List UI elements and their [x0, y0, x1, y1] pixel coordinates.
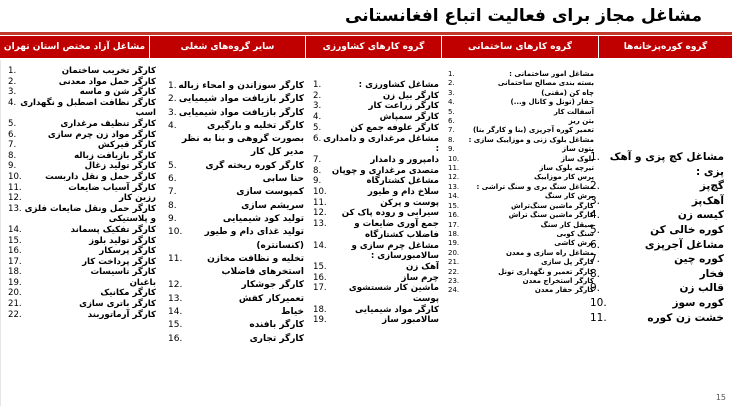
list-item-text: رزین کار: [118, 193, 156, 204]
list-item-text: کارگر تولید بلوز: [89, 235, 156, 246]
list-item-text: کارگر تنظیف مرغداری: [60, 118, 156, 129]
list-item-number: 4.: [313, 112, 322, 123]
list-item-text: کارگر باتری سازی: [79, 299, 156, 310]
list-item-text: کارگر تخریب ساختمان: [61, 66, 156, 76]
list-item-text: مشاغل مرغداری و دامداری :: [323, 133, 439, 155]
list-item: [6, 193, 156, 204]
list-item-text: کارگر حمل مواد معدنی: [58, 76, 156, 87]
list-item-text: تولید غذای دام و طیور (کنسانتره): [204, 227, 304, 251]
list-item: [311, 283, 439, 304]
list-item: [446, 136, 594, 145]
list-item-text: کارگر تخلیه و بارگیری بصورت گروهی و بنا به نظر مدیر کل کار: [181, 120, 304, 158]
list-item: [166, 186, 304, 199]
list-item: [6, 77, 156, 88]
list-item-number: 8.: [448, 135, 455, 144]
list-item: [6, 246, 156, 257]
list-item: [446, 126, 594, 135]
list-item-text: کارگر بازیافت مواد شیمیایی: [178, 94, 304, 105]
list-item-number: 15.: [448, 201, 460, 210]
list-item: [6, 299, 156, 310]
list-item-number: 10.: [448, 154, 460, 163]
list-item: [446, 286, 594, 295]
column-kilns: [588, 150, 724, 325]
list-item-text: سیرابی و روده پاک کن: [341, 208, 439, 219]
left-rule: [0, 60, 1, 406]
list-item-text: کارگر شن و ماسه: [79, 87, 156, 98]
list-item-number: 16.: [8, 246, 22, 257]
list-item-number: 17.: [448, 220, 460, 229]
list-item-number: 23.: [448, 276, 460, 285]
list-item-number: 22.: [448, 267, 460, 276]
list-item: [446, 183, 594, 192]
list-item-text: کارگر مکانیک: [100, 288, 156, 299]
list-item: [6, 236, 156, 247]
list-item-number: 2.: [590, 180, 601, 193]
list-item-number: 3.: [590, 194, 601, 207]
list-item-number: 18.: [448, 229, 460, 238]
list-item-number: 7.: [168, 187, 177, 198]
list-item-text: کارگر حمل ونقل ضایعات فلزی و پلاستیکی: [24, 203, 156, 225]
header-construction: گروه کارهای ساختمانی: [442, 36, 598, 58]
list-item-number: 12.: [168, 280, 183, 291]
list-item-number: 9.: [590, 282, 601, 295]
list-item-number: 8.: [168, 200, 177, 211]
list-item-text: کارگر زراعت کار: [368, 101, 439, 112]
list-item: [166, 213, 304, 226]
list-item-number: 7.: [8, 140, 17, 151]
list-item-text: پوست و پرکن: [380, 197, 439, 208]
list-item: [588, 194, 724, 209]
list-item-number: 10.: [8, 171, 22, 182]
list-item-text: کارگر بیل زن: [382, 90, 439, 101]
list-item-text: سنگ کوبی: [556, 229, 594, 238]
list-item-text: کوره چین: [674, 253, 724, 266]
list-item-number: 12.: [8, 193, 22, 204]
list-item-number: 19.: [8, 277, 22, 288]
list-item-number: 9.: [313, 176, 322, 187]
list-item-text: تخلیه و نظافت مخازن استخرهای فاضلاب: [207, 253, 304, 278]
list-item-text: کیسه زن: [677, 209, 724, 222]
list-item-text: کارگر تاسیسات: [90, 267, 156, 278]
list-item: [588, 223, 724, 238]
list-item-text: برش کاشی: [554, 239, 594, 248]
list-item-number: 4.: [590, 209, 601, 222]
list-item: [6, 172, 156, 183]
list-item-number: 7.: [590, 253, 601, 266]
list-item: [311, 187, 439, 198]
list-item-number: 20.: [448, 248, 460, 257]
list-item-text: پرس کار موزاییک: [533, 173, 594, 182]
list-item-number: 15.: [168, 320, 183, 331]
list-item-number: 17.: [313, 283, 327, 294]
list-item-number: 5.: [448, 107, 455, 116]
list-item-number: 5.: [168, 160, 177, 171]
list-item-number: 9.: [168, 213, 177, 224]
list-item-text: مشاغل آجرپزی: [644, 238, 724, 251]
list-item: [446, 192, 594, 201]
list-item-number: 5.: [8, 118, 17, 129]
page-title: مشاغل مجاز برای فعالیت اتباع افغانستانی: [345, 6, 702, 26]
list-item-number: 6.: [313, 133, 322, 144]
list-item: [166, 160, 304, 173]
list-item-number: 2.: [8, 76, 17, 87]
list-item-text: کارگر ماشین سنگ تراش: [508, 211, 594, 220]
list-item: [166, 319, 304, 332]
list-item-number: 13.: [313, 219, 327, 230]
list-item: [446, 202, 594, 211]
list-item: [588, 296, 724, 311]
list-item: [311, 134, 439, 155]
list-item-number: 8.: [313, 165, 322, 176]
list-item-text: کارگر بافنده: [249, 320, 304, 331]
list-item-text: مشاغل چرم سازی و سالامبورسازی :: [351, 240, 439, 262]
list-item-text: کارگر علوفه جمع کن: [350, 122, 439, 133]
list-item-number: 6.: [448, 117, 455, 126]
list-item-number: 2.: [313, 90, 322, 101]
list-item-number: 1.: [448, 70, 455, 78]
list-item: [588, 238, 724, 253]
list-item-number: 5.: [590, 223, 601, 236]
list-item-number: 21.: [8, 299, 22, 310]
list-item-text: تیرچه بلوک ساز: [539, 164, 594, 173]
list-item-text: کارگر آسیاب ضایعات: [68, 182, 156, 193]
list-item: [446, 258, 594, 267]
list-item-number: 7.: [448, 126, 455, 135]
list-item: [6, 183, 156, 194]
list-item: [446, 249, 594, 258]
list-item-number: 20.: [8, 288, 22, 299]
list-item-text: آهک زن: [406, 261, 439, 272]
list-item: [588, 179, 724, 194]
list-item-text: سریشم سازی: [241, 200, 304, 211]
list-item: [6, 98, 156, 119]
list-item-number: 6.: [168, 174, 177, 185]
list-item-number: 3.: [313, 101, 322, 112]
list-item-text: کارگر کوره ریخته گری: [205, 160, 304, 171]
column-agriculture: [311, 80, 439, 326]
list-item: [166, 279, 304, 292]
column-other-groups: [166, 80, 304, 346]
list-item-number: 10.: [313, 187, 327, 198]
list-item-text: قالب زن: [679, 282, 724, 295]
list-item: [166, 80, 304, 93]
list-item-number: 4.: [8, 97, 17, 108]
list-item-text: کارگر حفار معدن: [534, 286, 594, 295]
list-item: [6, 119, 156, 130]
list-item-number: 6.: [590, 238, 601, 251]
list-item-number: 14.: [313, 240, 327, 251]
list-item-text: کارگر تولید زغال: [84, 161, 156, 172]
list-item-number: 15.: [313, 261, 327, 272]
list-item-text: مشاغل بلوک زنی و موزاییک سازی :: [468, 135, 594, 144]
list-item: [166, 253, 304, 280]
list-item-text: متصدی مرغداری و چوپان: [331, 165, 439, 176]
list-item: [446, 230, 594, 239]
list-item: [588, 311, 724, 326]
list-item: [311, 305, 439, 316]
list-item-text: آسفالت کار: [553, 107, 594, 116]
list-item: [588, 252, 724, 267]
list-item-text: خشت زن کوره: [647, 311, 724, 324]
list-item: [446, 155, 594, 164]
list-item: [166, 293, 304, 306]
list-item-text: کارگر حمل و نقل داربست: [45, 171, 156, 182]
list-item-text: تعمیرکار کفش: [238, 293, 304, 304]
list-item: [446, 164, 594, 173]
list-item-text: کارگر نظافت اصطبل و نگهداری اسب: [20, 97, 156, 119]
list-item-number: 18.: [313, 304, 327, 315]
list-item-text: گچ‌پز: [699, 180, 724, 193]
list-item-number: 13.: [168, 293, 183, 304]
list-item-text: کارگر آرماتوربند: [87, 309, 156, 320]
list-item-text: کارگر تعمیر و نگهداری تونل: [498, 267, 594, 276]
list-item-text: کارگر استخراج معدن: [522, 276, 594, 285]
list-item: [311, 273, 439, 284]
list-item: [446, 173, 594, 182]
list-item-number: 3.: [448, 88, 455, 97]
list-item-number: 15.: [8, 235, 22, 246]
list-item-number: 16.: [168, 333, 183, 344]
list-item-number: 1.: [313, 80, 322, 90]
list-item-number: 11.: [313, 197, 327, 208]
list-item: [311, 101, 439, 112]
list-item-number: 24.: [448, 286, 460, 295]
list-item-number: 1.: [8, 66, 17, 76]
list-item-number: 7.: [313, 154, 322, 165]
column-tehran-jobs: [6, 66, 156, 320]
list-item-number: 16.: [313, 272, 327, 283]
list-item-text: چاه کن (مقنی): [541, 88, 594, 97]
list-item-text: بلوک ساز: [560, 154, 594, 163]
list-item-number: 14.: [168, 307, 183, 318]
list-item-text: کارگر مواد زن چرم سازی: [47, 129, 156, 140]
list-item-text: مشاغل کشتارگاه: [366, 176, 439, 187]
list-item-text: کارگر تجاری: [249, 333, 304, 344]
list-item-number: 3.: [168, 107, 177, 118]
list-item-number: 2.: [168, 94, 177, 105]
list-item-number: 4.: [448, 98, 455, 107]
column-construction: [446, 70, 594, 296]
list-item: [446, 70, 594, 79]
list-item-number: 12.: [313, 208, 327, 219]
list-item: [6, 310, 156, 321]
list-item-text: برش کار سنگ: [544, 192, 594, 201]
list-item-number: 17.: [8, 256, 22, 267]
list-item-text: کارگر مواد شیمیایی: [355, 304, 439, 315]
list-item-number: 5.: [313, 122, 322, 133]
list-item: [588, 150, 724, 179]
list-item: [446, 145, 594, 154]
list-item-text: باغبان: [129, 277, 156, 288]
list-item-text: حفار (تونل و کانال و...): [510, 98, 594, 107]
list-item-number: 10.: [168, 227, 183, 238]
list-item: [446, 89, 594, 98]
list-item: [446, 221, 594, 230]
list-item: [6, 204, 156, 225]
list-item-number: 8.: [8, 150, 17, 161]
list-item-text: مشاغل کچ پزی و آهک پزی :: [609, 151, 724, 178]
list-item-text: سالامبور ساز: [382, 315, 439, 326]
list-item: [311, 219, 439, 240]
list-item: [6, 87, 156, 98]
list-item: [6, 161, 156, 172]
list-item-text: کارگر بازیافت مواد شیمیایی: [178, 107, 304, 118]
list-item-number: 10.: [590, 296, 607, 309]
list-item-number: 1.: [168, 81, 177, 91]
list-item-text: تعمیر کوره آجرپزی (بنا و کارگر بنا): [472, 126, 594, 135]
header-agriculture: گروه کارهای کشاورزی: [306, 36, 441, 58]
list-item: [166, 120, 304, 160]
list-item: [311, 112, 439, 123]
list-item-number: 9.: [448, 145, 455, 154]
list-item-text: سلاخ دام و طیور: [367, 187, 439, 198]
title-underline: [0, 32, 732, 35]
page-number: 15: [715, 393, 726, 402]
list-item-text: بسته بندی مصالح ساختمانی: [497, 79, 594, 88]
list-item: [588, 281, 724, 296]
list-item: [311, 176, 439, 187]
list-item: [446, 239, 594, 248]
list-item: [446, 211, 594, 220]
list-item-number: 6.: [8, 129, 17, 140]
list-item: [6, 151, 156, 162]
list-item: [311, 80, 439, 91]
list-item: [6, 130, 156, 141]
list-item-text: مشاغل امور ساختمانی :: [509, 70, 594, 78]
list-item-number: 4.: [168, 120, 177, 131]
list-item-number: 12.: [448, 173, 460, 182]
list-item: [166, 107, 304, 120]
list-item-number: 11.: [8, 182, 22, 193]
list-item: [166, 226, 304, 253]
list-item: [6, 225, 156, 236]
list-item-text: کارگر سمپاش: [379, 112, 439, 123]
list-item-number: 13.: [8, 203, 22, 214]
list-item-number: 22.: [8, 309, 22, 320]
list-item-text: کارگر پرسکار: [99, 246, 156, 257]
list-item-text: کارگر ماشین سنگ‌تراش: [511, 201, 594, 210]
list-item: [6, 257, 156, 268]
list-item-text: کارگر تفکیک پسماند: [70, 224, 156, 235]
list-item-text: چرم ساز: [401, 272, 439, 283]
list-item: [588, 267, 724, 282]
list-item-text: کارگر پرداخت کار: [82, 256, 156, 267]
list-item-text: مشاغل راه سازی و معدن: [505, 248, 594, 257]
list-item-text: جمع آوری ضایعات و فاضلاب کشتارگاه: [354, 219, 439, 240]
list-item-text: کارگر بازیافت زباله: [74, 150, 156, 161]
list-item: [6, 267, 156, 278]
list-item: [311, 123, 439, 134]
list-item-number: 16.: [448, 211, 460, 220]
list-item: [166, 93, 304, 106]
list-item-text: کوره سوز: [672, 296, 724, 309]
list-item-text: فخار: [699, 267, 724, 280]
list-item: [311, 198, 439, 209]
list-item-text: بتن ریز: [568, 117, 594, 126]
list-item-text: کارگر پل سازی: [541, 258, 594, 267]
header-other-groups: سایر گروه‌های شغلی: [150, 36, 305, 58]
list-item: [311, 155, 439, 166]
list-item-number: 19.: [313, 315, 327, 326]
list-item-text: تولید کود شیمیایی: [222, 213, 304, 224]
list-item-number: 13.: [448, 182, 460, 191]
list-item-number: 18.: [8, 267, 22, 278]
list-item-number: 11.: [168, 253, 183, 264]
list-item: [311, 241, 439, 262]
list-item: [446, 108, 594, 117]
list-item-text: کوره خالی کن: [650, 223, 724, 236]
list-item-number: 9.: [8, 161, 17, 172]
list-item: [6, 288, 156, 299]
list-item: [6, 66, 156, 77]
list-item-number: 19.: [448, 239, 460, 248]
list-item: [166, 200, 304, 213]
list-item: [311, 91, 439, 102]
list-item-text: مشاغل کشاورزی :: [358, 80, 439, 90]
list-item: [166, 306, 304, 319]
header-tehran-jobs: مشاغل آزاد مختص استان تهران: [0, 36, 149, 58]
list-item-number: 14.: [8, 224, 22, 235]
list-item-text: حنا سابی: [262, 174, 304, 185]
list-item: [6, 278, 156, 289]
list-item-number: 3.: [8, 87, 17, 98]
list-item: [446, 79, 594, 88]
list-item: [6, 140, 156, 151]
header-kilns: گروه کوره‌پزخانه‌ها: [599, 36, 732, 58]
list-item: [588, 208, 724, 223]
list-item: [311, 262, 439, 273]
list-item-number: 21.: [448, 258, 460, 267]
list-item: [446, 268, 594, 277]
list-item-text: کمپوست سازی: [236, 187, 304, 198]
list-item-number: 11.: [590, 311, 607, 324]
list-item-text: کارگر سوزاندن و امحاء زباله: [178, 81, 304, 91]
list-item-text: ماشین کار شستشوی پوست: [348, 283, 439, 305]
list-item-text: آهک‌پز: [691, 194, 724, 207]
list-item-text: مشاغل سنگ بری و سنگ تراشی :: [476, 182, 594, 191]
list-item-text: کارگر جوشکار: [241, 280, 304, 291]
list-item: [166, 333, 304, 346]
list-item-text: کارگر قیرکش: [97, 140, 156, 151]
list-item-text: دامپرور و دامدار: [370, 154, 439, 165]
list-item: [166, 173, 304, 186]
list-item-text: خیاط: [281, 307, 304, 318]
list-item-number: 11.: [448, 164, 460, 173]
list-item-text: صیقل کار سنگ: [540, 220, 594, 229]
list-item-number: 2.: [448, 79, 455, 88]
list-item: [311, 166, 439, 177]
list-item-number: 8.: [590, 267, 601, 280]
list-item: [446, 98, 594, 107]
list-item-text: بتون ساز: [562, 145, 594, 154]
list-item: [446, 277, 594, 286]
list-item-number: 1.: [590, 151, 601, 163]
list-item: [311, 315, 439, 326]
list-item: [311, 208, 439, 219]
list-item-number: 14.: [448, 192, 460, 201]
